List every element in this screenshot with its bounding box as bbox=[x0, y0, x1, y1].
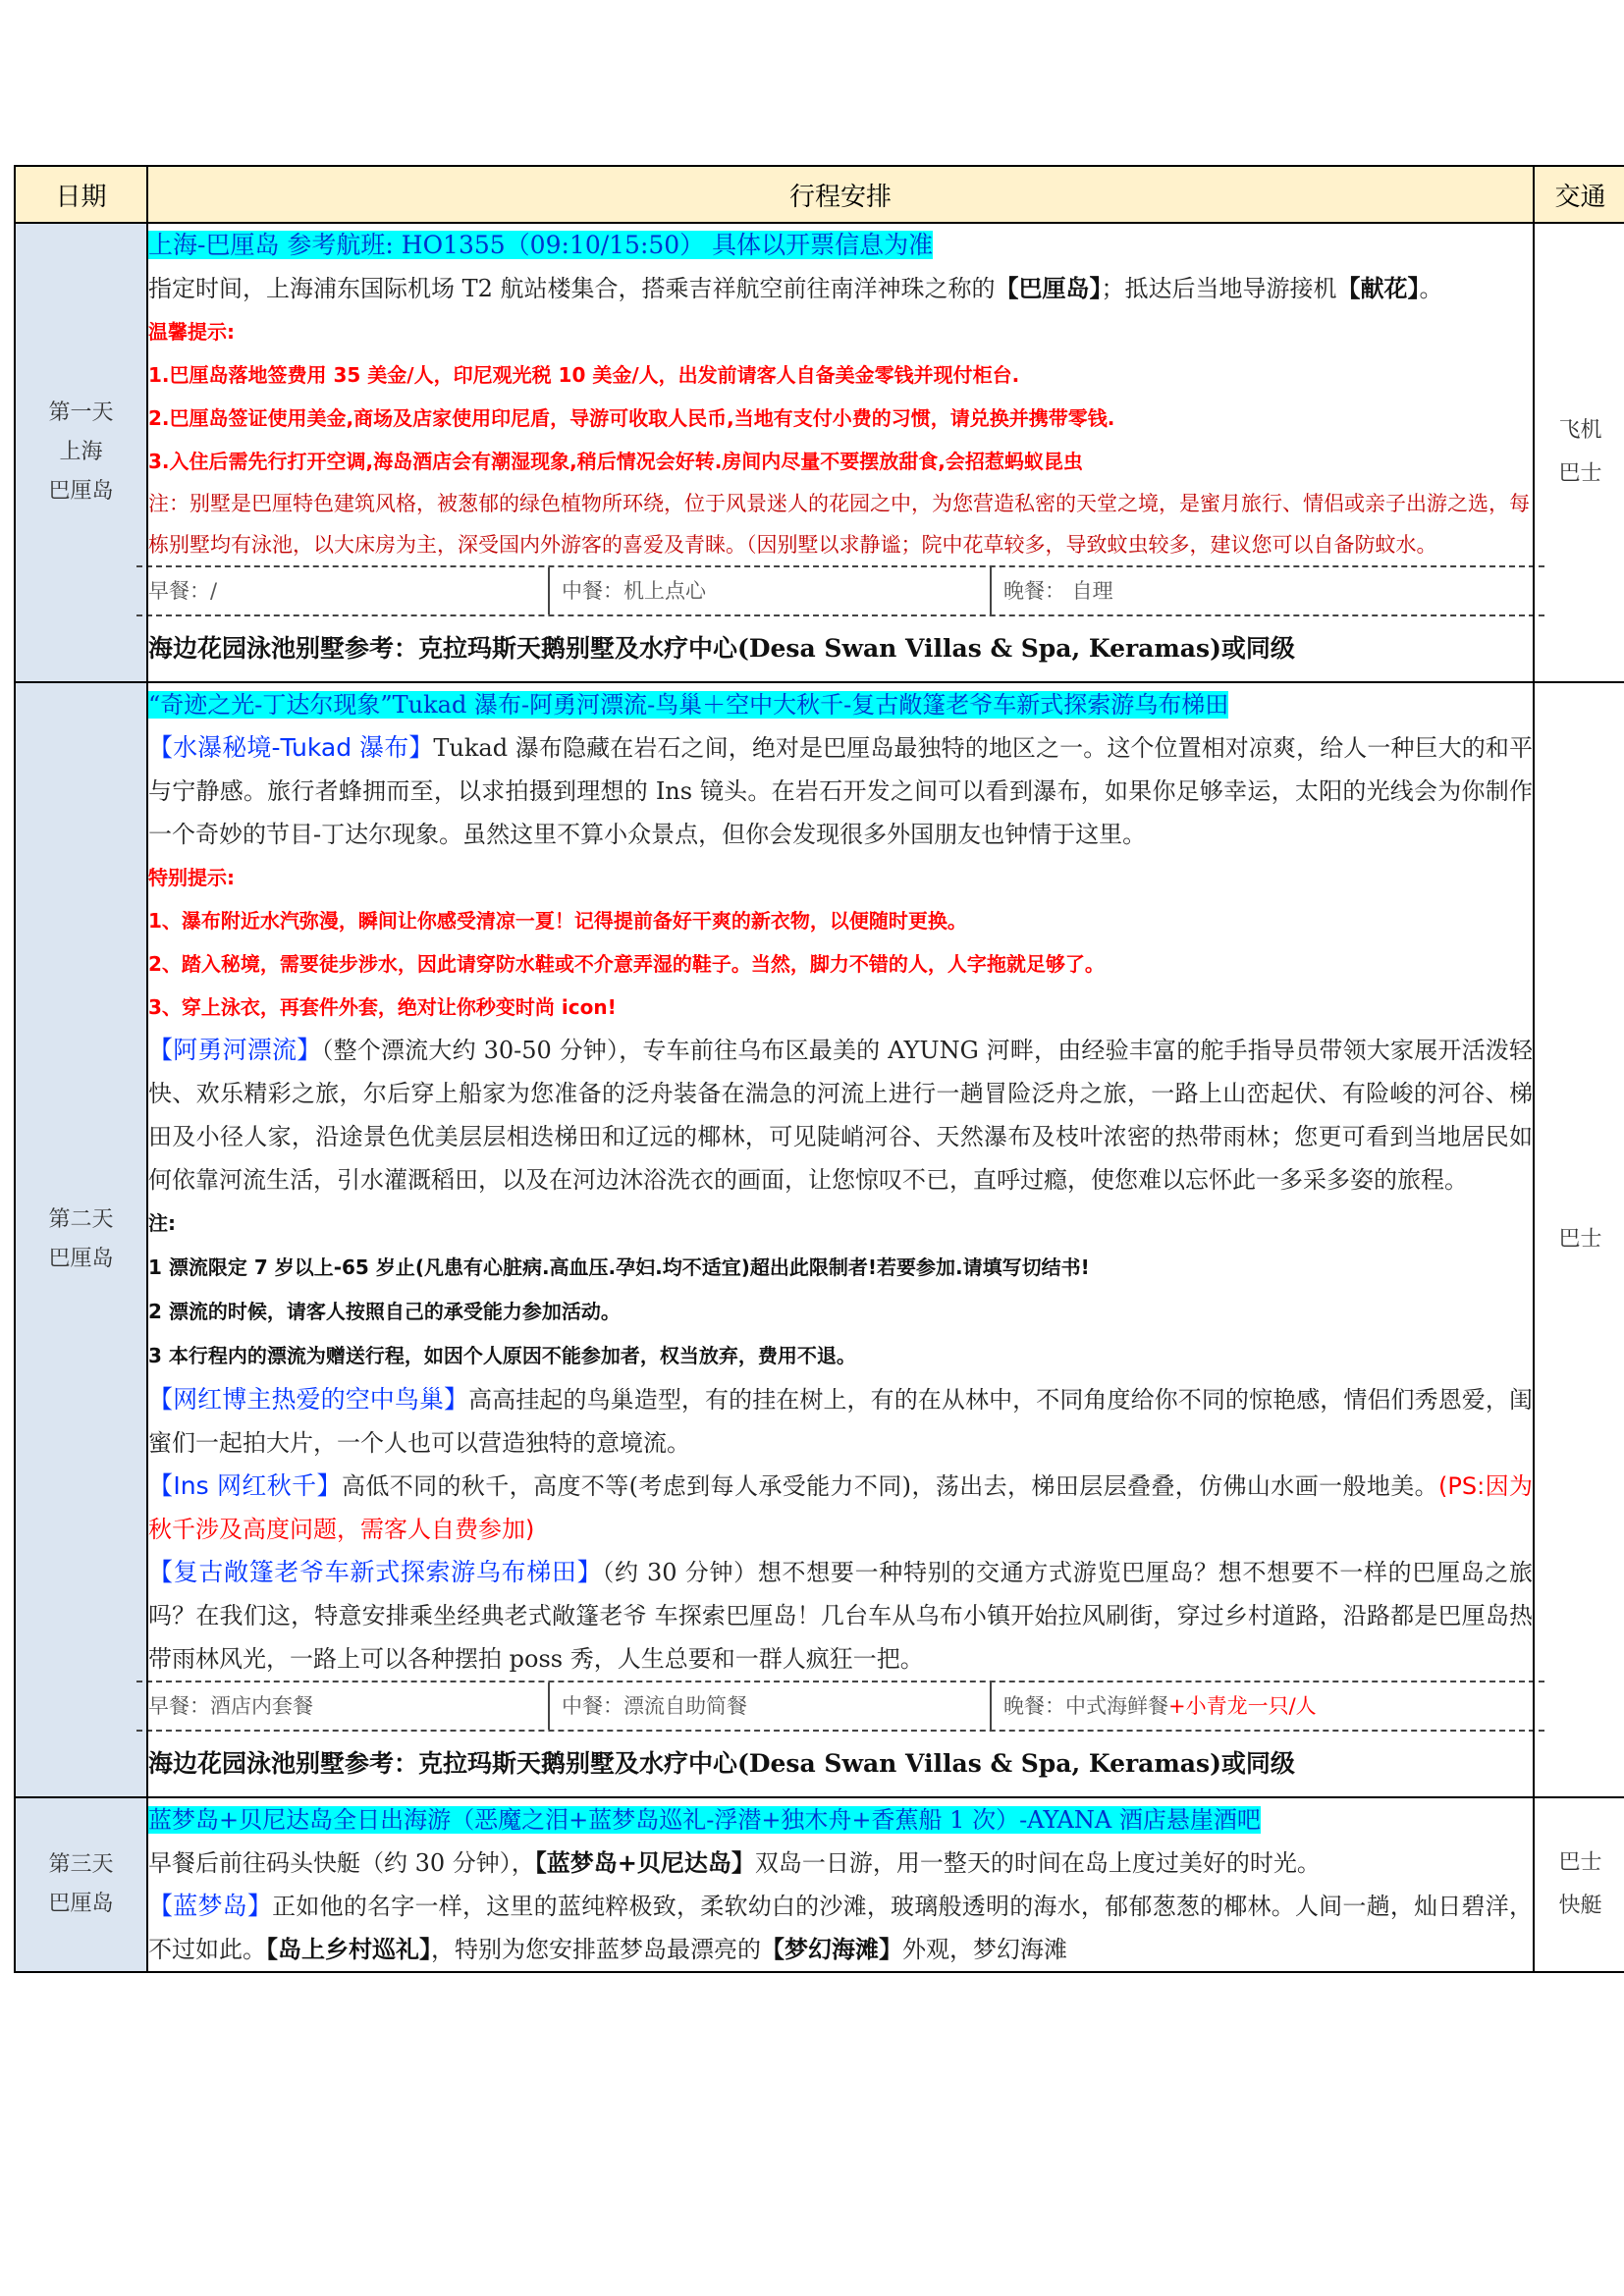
day3-transport-cell bbox=[1534, 1797, 1624, 1972]
day1-title: 上海-巴厘岛 参考航班: HO1355（09:10/15:50） 具体以开票信息为准 bbox=[148, 231, 934, 259]
header-row bbox=[15, 166, 1624, 223]
day1-to: 巴厘岛 bbox=[48, 479, 114, 504]
day2-label-cell bbox=[15, 682, 147, 1797]
day1-villa-note: 注：别墅是巴厘特色建筑风格，被葱郁的绿色植物所环绕，位于风景迷人的花园之中，为您营造私密的天堂之境，是蜜月旅行、情侣或亲子出游之选，每栋别墅均有泳池，以大床房为主，深受国内外游客的喜爱及青睐。（因别墅以求静谧；院中花草较多，导致蚊虫较多，建议您可以自备防蚊水。 bbox=[148, 492, 1530, 557]
day1-tip-1: 1.巴厘岛落地签费用 35 美金/人，印尼观光税 10 美金/人，出发前请客人自备美金零钱并现付柜台. bbox=[148, 363, 1020, 387]
day2-hotel: 海边花园泳池别墅参考：克拉玛斯天鹅别墅及水疗中心(Desa Swan Villas & Spa, Keramas)或同级 bbox=[148, 1749, 1295, 1778]
day2-transport-cell bbox=[1534, 682, 1624, 1797]
day1-row bbox=[15, 223, 1624, 682]
day2-tukad: 【水瀑秘境-Tukad 瀑布】Tukad 瀑布隐藏在岩石之间，绝对是巴厘岛最独特的地区之一。这个位置相对凉爽，给人一种巨大的和平与宁静感。旅行者蜂拥而至，以求拍摄到理想的 Ins 镜头。在岩石开发之间可以看到瀑布，如果你足够幸运，太阳的光线会为你制作一个奇妙的节目-丁达尔现象。虽然这里不算小众景点，但你会发现很多外国朋友也钟情于这里。 bbox=[148, 733, 1534, 848]
day2-note-1: 1 漂流限定 7 岁以上-65 岁止(凡患有心脏病.高血压.孕妇.均不适宜)超出此限制者!若要参加.请填写切结书! bbox=[148, 1255, 1090, 1279]
day1-lunch: 中餐：机上点心 bbox=[548, 567, 990, 614]
day1-label-cell bbox=[15, 223, 147, 682]
day1-schedule bbox=[147, 223, 1534, 682]
day2-note-3: 3 本行程内的漂流为赠送行程，如因个人原因不能参加者，权当放弃，费用不退。 bbox=[148, 1344, 856, 1367]
day2-meals bbox=[136, 1681, 1544, 1732]
day1-hotel: 海边花园泳池别墅参考：克拉玛斯天鹅别墅及水疗中心(Desa Swan Villas & Spa, Keramas)或同级 bbox=[148, 634, 1295, 663]
day3-line1: 早餐后前往码头快艇（约 30 分钟），【蓝梦岛+贝尼达岛】双岛一日游，用一整天的时间在岛上度过美好的时光。 bbox=[148, 1848, 1321, 1877]
day1-breakfast: 早餐：/ bbox=[148, 579, 218, 603]
day3-title: 蓝梦岛+贝尼达岛全日出海游（恶魔之泪+蓝梦岛巡礼-浮潜+独木舟+香蕉船 1 次）-AYANA 酒店悬崖酒吧 bbox=[148, 1806, 1261, 1834]
day1-meals bbox=[136, 565, 1544, 616]
day3-label: 第三天 bbox=[48, 1852, 114, 1877]
day2-swing: 【Ins 网红秋千】高低不同的秋千，高度不等(考虑到每人承受能力不同)，荡出去，梯田层层叠叠，仿佛山水画一般地美。(PS:因为秋千涉及高度问题，需客人自费参加) bbox=[148, 1471, 1533, 1543]
day1-tip-2: 2.巴厘岛签证使用美金,商场及店家使用印尼盾，导游可收取人民币,当地有支付小费的习惯，请兑换并携带零钱. bbox=[148, 406, 1115, 430]
day2-jeep: 【复古敞篷老爷车新式探索游乌布梯田】（约 30 分钟）想不想要一种特别的交通方式游览巴厘岛？想不想要不一样的巴厘岛之旅吗？在我们这，特意安排乘坐经典老式敞篷老爷 车探索巴厘岛！几台车从乌布小镇开始拉风刷街，穿过乡村道路，沿路都是巴厘岛热带雨林风光，一路上可以各种摆拍 poss 秀，人生总要和一群人疯狂一把。 bbox=[148, 1558, 1533, 1673]
day2-special-2: 2、踏入秘境，需要徒步涉水，因此请穿防水鞋或不介意弄湿的鞋子。当然，脚力不错的人，人字拖就足够了。 bbox=[148, 952, 1105, 976]
day1-dinner: 晚餐： 自理 bbox=[990, 567, 1544, 614]
itinerary-sheet bbox=[14, 165, 1606, 1973]
day2-note-2: 2 漂流的时候，请客人按照自己的承受能力参加活动。 bbox=[148, 1300, 621, 1323]
day2-rafting: 【阿勇河漂流】（整个漂流大约 30-50 分钟），专车前往乌布区最美的 AYUNG 河畔，由经验丰富的舵手指导员带领大家展开活泼轻快、欢乐精彩之旅，尔后穿上船家为您准备的泛舟装备在湍急的河流上进行一趟冒险泛舟之旅，一路上山峦起伏、有险峻的河谷、梯田及小径人家，沿途景色优美层层相迭梯田和辽远的椰林，可见陡峭河谷、天然瀑布及枝叶浓密的热带雨林；您更可看到当地居民如何依靠河流生活，引水灌溉稻田，以及在河边沐浴洗衣的画面，让您惊叹不已，直呼过瘾，使您难以忘怀此一多采多姿的旅程。 bbox=[148, 1036, 1533, 1194]
day1-transport-2: 巴士 bbox=[1558, 461, 1602, 486]
day1-label: 第一天 bbox=[48, 400, 114, 425]
day1-transport-cell bbox=[1534, 223, 1624, 682]
day3-transport-1: 巴士 bbox=[1558, 1850, 1602, 1875]
day3-place: 巴厘岛 bbox=[48, 1892, 114, 1916]
day2-label: 第二天 bbox=[48, 1207, 114, 1232]
day2-lunch: 中餐：漂流自助简餐 bbox=[548, 1682, 990, 1730]
header-schedule: 行程安排 bbox=[147, 166, 1534, 223]
day3-row bbox=[15, 1797, 1624, 1972]
day1-tip-title: 温馨提示: bbox=[148, 320, 235, 344]
day2-transport: 巴士 bbox=[1558, 1227, 1602, 1252]
day2-special-1: 1、瀑布附近水汽弥漫，瞬间让你感受清凉一夏！记得提前备好干爽的新衣物，以便随时更换。 bbox=[148, 909, 967, 933]
day1-tip-3: 3.入住后需先行打开空调,海岛酒店会有潮湿现象,稍后情况会好转.房间内尽量不要摆放甜食,会招惹蚂蚁昆虫 bbox=[148, 450, 1083, 473]
day3-label-cell bbox=[15, 1797, 147, 1972]
header-transport: 交通 bbox=[1534, 166, 1624, 223]
day2-schedule bbox=[147, 682, 1534, 1797]
day2-dinner: 晚餐：中式海鲜餐+小青龙一只/人 bbox=[990, 1682, 1544, 1730]
day1-transport-1: 飞机 bbox=[1558, 418, 1602, 443]
day2-place: 巴厘岛 bbox=[48, 1247, 114, 1271]
header-date: 日期 bbox=[15, 166, 147, 223]
day2-row bbox=[15, 682, 1624, 1797]
day1-intro: 指定时间，上海浦东国际机场 T2 航站楼集合，搭乘吉祥航空前往南洋神珠之称的【巴厘岛】；抵达后当地导游接机【献花】。 bbox=[148, 274, 1443, 302]
day2-note-title: 注: bbox=[148, 1211, 176, 1235]
day2-special-title: 特别提示: bbox=[148, 866, 235, 889]
day2-breakfast: 早餐：酒店内套餐 bbox=[148, 1694, 313, 1718]
day3-lembongan: 【蓝梦岛】正如他的名字一样，这里的蓝纯粹极致，柔软幼白的沙滩，玻璃般透明的海水，郁郁葱葱的椰林。人间一趟，灿日碧洋，不过如此。【岛上乡村巡礼】，特别为您安排蓝梦岛最漂亮的【梦幻海滩】外观，梦幻海滩 bbox=[148, 1892, 1533, 1963]
day2-special-3: 3、穿上泳衣，再套件外套，绝对让你秒变时尚 icon! bbox=[148, 995, 617, 1019]
day3-transport-2: 快艇 bbox=[1558, 1894, 1602, 1918]
day1-from: 上海 bbox=[59, 440, 103, 464]
day2-nest: 【网红博主热爱的空中鸟巢】高高挂起的鸟巢造型，有的挂在树上，有的在从林中，不同角度给你不同的惊艳感，情侣们秀恩爱，闺蜜们一起拍大片，一个人也可以营造独特的意境流。 bbox=[148, 1385, 1533, 1457]
itinerary-table bbox=[14, 165, 1624, 1973]
day3-schedule bbox=[147, 1797, 1534, 1972]
day2-title: “奇迹之光-丁达尔现象”Tukad 瀑布-阿勇河漂流-鸟巢＋空中大秋千-复古敞篷老爷车新式探索游乌布梯田 bbox=[148, 691, 1229, 719]
